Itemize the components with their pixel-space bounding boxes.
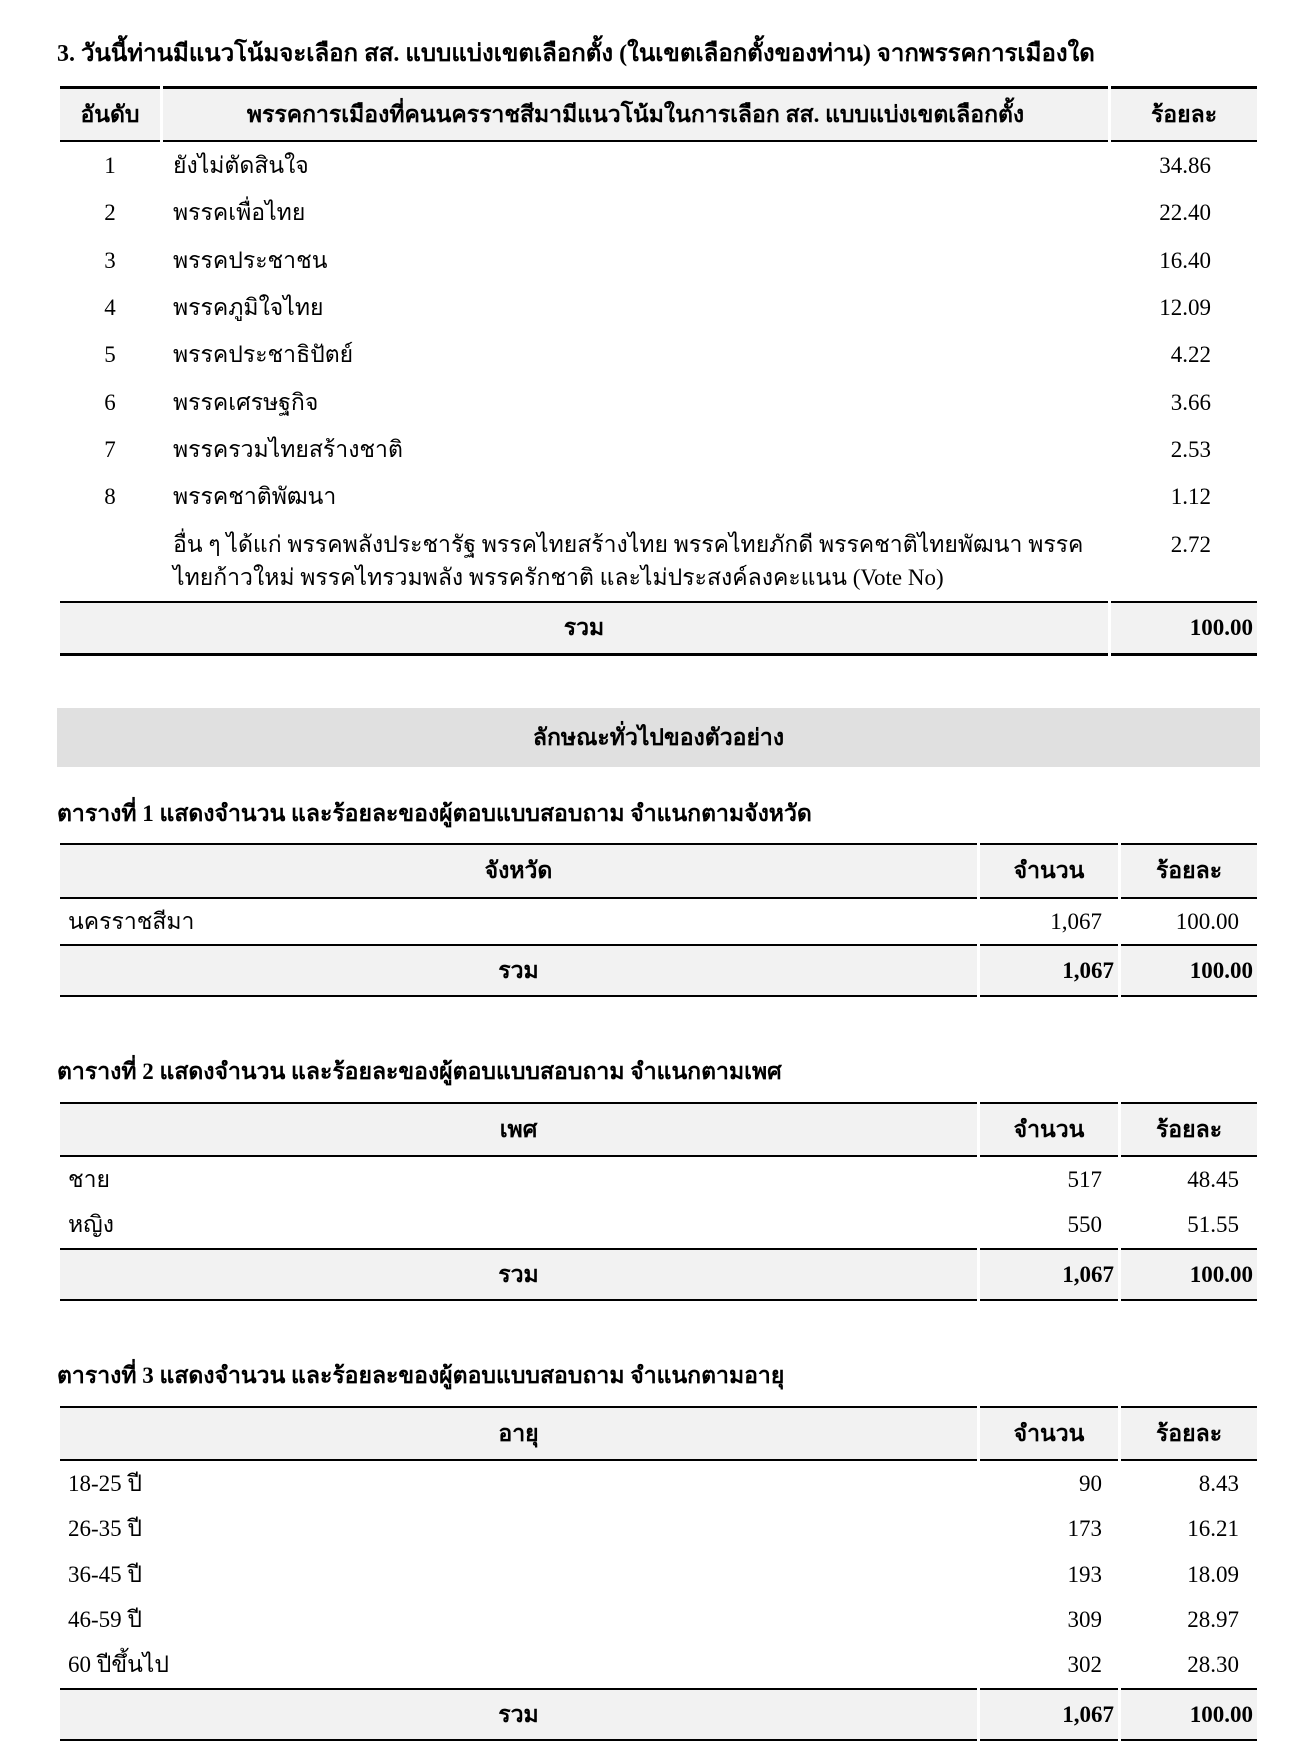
header-percent: ร้อยละ (1121, 1102, 1257, 1157)
total-label: รวม (60, 601, 1108, 655)
header-percent: ร้อยละ (1121, 843, 1257, 898)
question-title: 3. วันนี้ท่านมีแนวโน้มจะเลือก สส. แบบแบ่งเขตเลือกตั้ง (ในเขตเลือกตั้งของท่าน) จากพรรคการเมืองใด (57, 41, 1095, 67)
percent-cell: 2.53 (1170, 437, 1211, 462)
label-cell: 26-35 ปี (68, 1516, 143, 1542)
total-row (60, 601, 1257, 655)
count-cell: 517 (1067, 1167, 1102, 1193)
total-percent: 100.00 (1111, 601, 1257, 655)
rank-cell: 3 (104, 247, 116, 273)
rank-cell: 1 (104, 152, 116, 178)
table-row (60, 331, 1257, 378)
table-row (60, 1202, 1257, 1247)
table-row (60, 1642, 1257, 1687)
gender-table-header-row (60, 1102, 1257, 1157)
total-count: 1,067 (980, 1248, 1118, 1301)
total-percent: 100.00 (1121, 1248, 1257, 1301)
percent-cell: 2.72 (1170, 531, 1211, 557)
label-cell: 60 ปีขึ้นไป (68, 1652, 169, 1678)
header-percent: ร้อยละ (1121, 1406, 1257, 1461)
table2-caption: ตารางที่ 2 แสดงจำนวน และร้อยละของผู้ตอบแบบสอบถาม จำแนกตามเพศ (57, 1059, 782, 1085)
rank-cell: 7 (104, 437, 116, 462)
table-row (60, 1461, 1257, 1506)
header-province: จังหวัด (60, 843, 977, 898)
rank-cell: 4 (104, 294, 116, 320)
rank-cell: 5 (104, 342, 116, 368)
total-label: รวม (60, 1248, 977, 1301)
count-cell: 309 (1067, 1606, 1102, 1632)
party-cell: อื่น ๆ ได้แก่ พรรคพลังประชารัฐ พรรคไทยสร้างไทย พรรคไทยภักดี พรรคชาติไทยพัฒนา พรรคไทยก้าวใหม่ พรรคไทรวมพลัง พรรครักชาติ และไม่ประสงค์ลงคะแนน (Vote No) (173, 531, 1084, 591)
header-gender: เพศ (60, 1102, 977, 1157)
rank-cell: 2 (104, 200, 116, 226)
label-cell: ชาย (68, 1167, 111, 1193)
count-cell: 302 (1067, 1652, 1102, 1678)
party-cell: พรรคประชาธิปัตย์ (173, 342, 354, 368)
percent-cell: 51.55 (1187, 1212, 1239, 1238)
party-cell: พรรคเพื่อไทย (173, 200, 306, 226)
party-cell: พรรครวมไทยสร้างชาติ (173, 437, 403, 462)
table-row (60, 237, 1257, 284)
rank-cell: 6 (104, 389, 116, 415)
table-row (60, 1157, 1257, 1202)
percent-cell: 34.86 (1159, 152, 1211, 178)
province-table (57, 843, 1260, 997)
table3-caption: ตารางที่ 3 แสดงจำนวน และร้อยละของผู้ตอบแบบสอบถาม จำแนกตามอายุ (57, 1363, 785, 1389)
percent-cell: 18.09 (1187, 1561, 1239, 1587)
total-count: 1,067 (980, 1688, 1118, 1741)
party-cell: พรรคภูมิใจไทย (173, 294, 324, 320)
table-row (60, 1597, 1257, 1642)
table-row (60, 142, 1257, 189)
total-row (60, 1688, 1257, 1741)
count-cell: 550 (1067, 1212, 1102, 1238)
table-row-others (60, 521, 1257, 602)
header-count: จำนวน (980, 1406, 1118, 1461)
total-label: รวม (60, 944, 977, 997)
header-count: จำนวน (980, 1102, 1118, 1157)
percent-cell: 4.22 (1170, 342, 1211, 368)
percent-cell: 3.66 (1170, 389, 1211, 415)
header-rank: อันดับ (60, 86, 160, 142)
label-cell: 18-25 ปี (68, 1470, 143, 1496)
header-count: จำนวน (980, 843, 1118, 898)
percent-cell: 12.09 (1159, 294, 1211, 320)
percent-cell: 1.12 (1170, 484, 1211, 510)
table-row (60, 426, 1257, 473)
table1-caption: ตารางที่ 1 แสดงจำนวน และร้อยละของผู้ตอบแบบสอบถาม จำแนกตามจังหวัด (57, 801, 812, 827)
percent-cell: 48.45 (1187, 1167, 1239, 1193)
percent-cell: 28.97 (1187, 1606, 1239, 1632)
table-row (60, 1506, 1257, 1551)
province-table-header-row (60, 843, 1257, 898)
table-row (60, 473, 1257, 520)
header-party: พรรคการเมืองที่คนนครราชสีมามีแนวโน้มในการเลือก สส. แบบแบ่งเขตเลือกตั้ง (163, 86, 1108, 142)
label-cell: 46-59 ปี (68, 1606, 143, 1632)
total-percent: 100.00 (1121, 944, 1257, 997)
total-count: 1,067 (980, 944, 1118, 997)
total-row (60, 944, 1257, 997)
party-preference-table (57, 86, 1260, 656)
count-cell: 90 (1079, 1470, 1102, 1496)
label-cell: หญิง (68, 1212, 114, 1238)
header-percent: ร้อยละ (1111, 86, 1257, 142)
party-cell: ยังไม่ตัดสินใจ (173, 152, 309, 178)
percent-cell: 100.00 (1175, 908, 1239, 934)
percent-cell: 22.40 (1159, 200, 1211, 226)
age-table (57, 1406, 1260, 1741)
percent-cell: 8.43 (1198, 1470, 1239, 1496)
total-label: รวม (60, 1688, 977, 1741)
gender-table (57, 1102, 1260, 1301)
table-row (60, 899, 1257, 944)
total-percent: 100.00 (1121, 1688, 1257, 1741)
party-cell: พรรคประชาชน (173, 247, 328, 273)
party-cell: พรรคเศรษฐกิจ (173, 389, 319, 415)
rank-cell (60, 521, 160, 602)
percent-cell: 16.21 (1187, 1516, 1239, 1542)
table-row (60, 1552, 1257, 1597)
count-cell: 1,067 (1050, 908, 1102, 934)
percent-cell: 28.30 (1187, 1652, 1239, 1678)
table-row (60, 189, 1257, 236)
age-table-header-row (60, 1406, 1257, 1461)
rank-cell: 8 (104, 484, 116, 510)
table-row (60, 379, 1257, 426)
party-cell: พรรคชาติพัฒนา (173, 484, 337, 510)
label-cell: 36-45 ปี (68, 1561, 143, 1587)
count-cell: 193 (1067, 1561, 1102, 1587)
header-age: อายุ (60, 1406, 977, 1461)
count-cell: 173 (1067, 1516, 1102, 1542)
percent-cell: 16.40 (1159, 247, 1211, 273)
label-cell: นครราชสีมา (68, 908, 195, 934)
total-row (60, 1248, 1257, 1301)
table-row (60, 284, 1257, 331)
party-table-header-row (60, 86, 1257, 142)
section-header: ลักษณะทั่วไปของตัวอย่าง (57, 708, 1260, 767)
